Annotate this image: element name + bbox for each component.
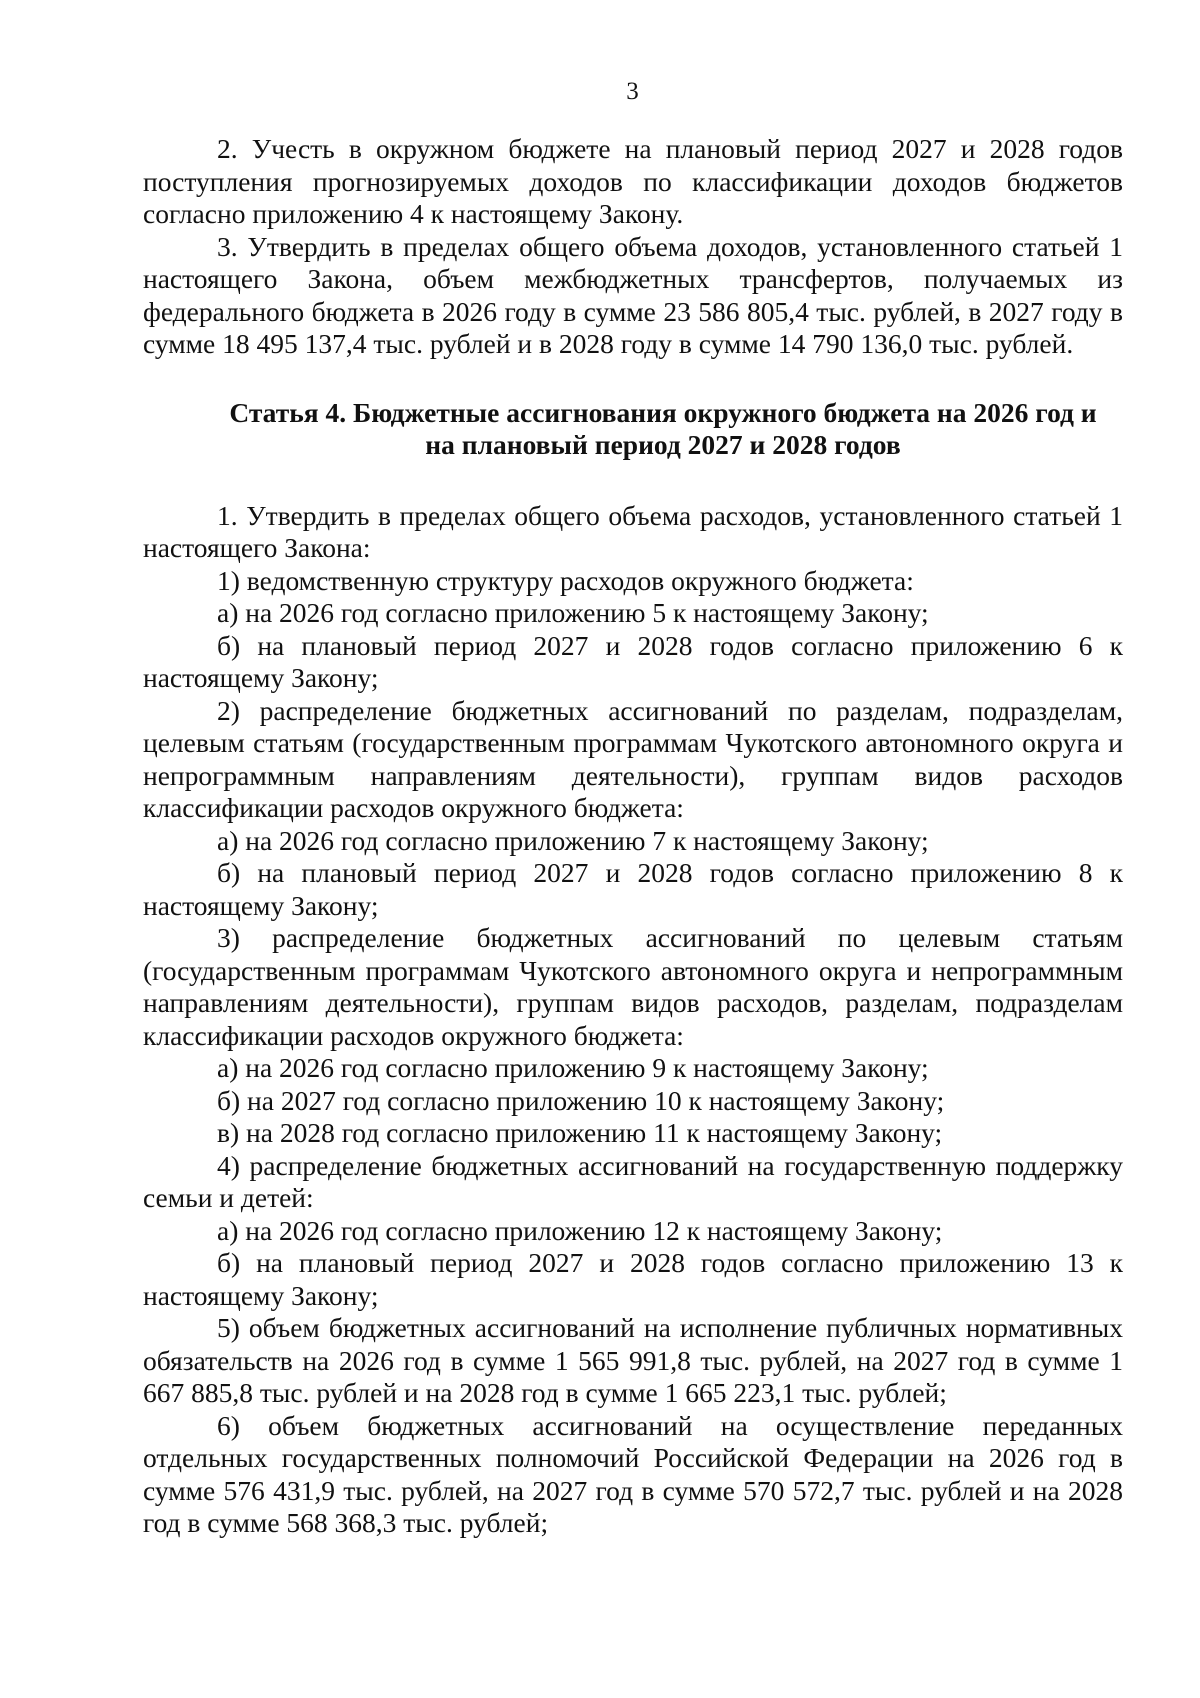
paragraph: 5) объем бюджетных ассигнований на исполнение публичных нормативных обязательств на 2026 год в сумме 1 565 991,8 тыс. рублей, на 2027 год в сумме 1 667 885,8 тыс. рублей и на 2028 год в сумме 1 665 223,1 тыс. рублей; (143, 1312, 1123, 1408)
paragraph: 3) распределение бюджетных ассигнований по целевым статьям (государственным программам Чукотского автономного округа и непрограммным направлениям деятельности), группам видов расходов, разделам, подразделам классификации расходов окружного бюджета: (143, 922, 1123, 1051)
paragraph: б) на 2027 год согласно приложению 10 к настоящему Закону; (217, 1084, 945, 1116)
paragraph: 2) распределение бюджетных ассигнований по разделам, подразделам, целевым статьям (государственным программам Чукотского автономного округа и непрограммным направлениям деятельности), группам видов расходов классификации расходов окружного бюджета: (143, 694, 1123, 823)
page-number: 3 (626, 78, 639, 105)
paragraph: б) на плановый период 2027 и 2028 годов согласно приложению 8 к настоящему Закону; (143, 857, 1123, 921)
paragraph: в) на 2028 год согласно приложению 11 к настоящему Закону; (217, 1117, 943, 1148)
paragraph: б) на плановый период 2027 и 2028 годов согласно приложению 13 к настоящему Закону; (143, 1247, 1123, 1311)
paragraph: а) на 2026 год согласно приложению 12 к настоящему Закону; (217, 1214, 943, 1246)
article-heading-line: на плановый период 2027 и 2028 годов (425, 429, 901, 460)
paragraph: 4) распределение бюджетных ассигнований на государственную поддержку семьи и детей: (143, 1149, 1123, 1213)
paragraph: а) на 2026 год согласно приложению 7 к настоящему Закону; (217, 824, 929, 856)
article-heading (143, 397, 1123, 462)
document-body (143, 133, 1123, 1540)
paragraph: а) на 2026 год согласно приложению 5 к настоящему Закону; (217, 597, 929, 628)
paragraph: б) на плановый период 2027 и 2028 годов согласно приложению 6 к настоящему Закону; (143, 629, 1123, 693)
paragraph: 2. Учесть в окружном бюджете на плановый период 2027 и 2028 годов поступления прогнозируемых доходов по классификации доходов бюджетов согласно приложению 4 к настоящему Закону. (143, 133, 1123, 229)
paragraph: 6) объем бюджетных ассигнований на осуществление переданных отдельных государственных полномочий Российской Федерации на 2026 год в сумме 576 431,9 тыс. рублей, на 2027 год в сумме 570 572,7 тыс. рублей и на 2028 год в сумме 568 368,3 тыс. рублей; (143, 1409, 1123, 1538)
article-heading-line: Статья 4. Бюджетные ассигнования окружного бюджета на 2026 год и (229, 396, 1097, 428)
paragraph: 3. Утвердить в пределах общего объема доходов, установленного статьей 1 настоящего Закона, объем межбюджетных трансфертов, получаемых из федерального бюджета в 2026 году в сумме 23 586 805,4 тыс. рублей, в 2027 году в сумме 18 495 137,4 тыс. рублей и в 2028 году в сумме 14 790 136,0 тыс. рублей. (143, 230, 1123, 359)
paragraph: 1. Утвердить в пределах общего объема расходов, установленного статьей 1 настоящего Закона: (143, 499, 1123, 563)
paragraph: а) на 2026 год согласно приложению 9 к настоящему Закону; (217, 1052, 929, 1083)
paragraph: 1) ведомственную структуру расходов окружного бюджета: (217, 564, 914, 596)
